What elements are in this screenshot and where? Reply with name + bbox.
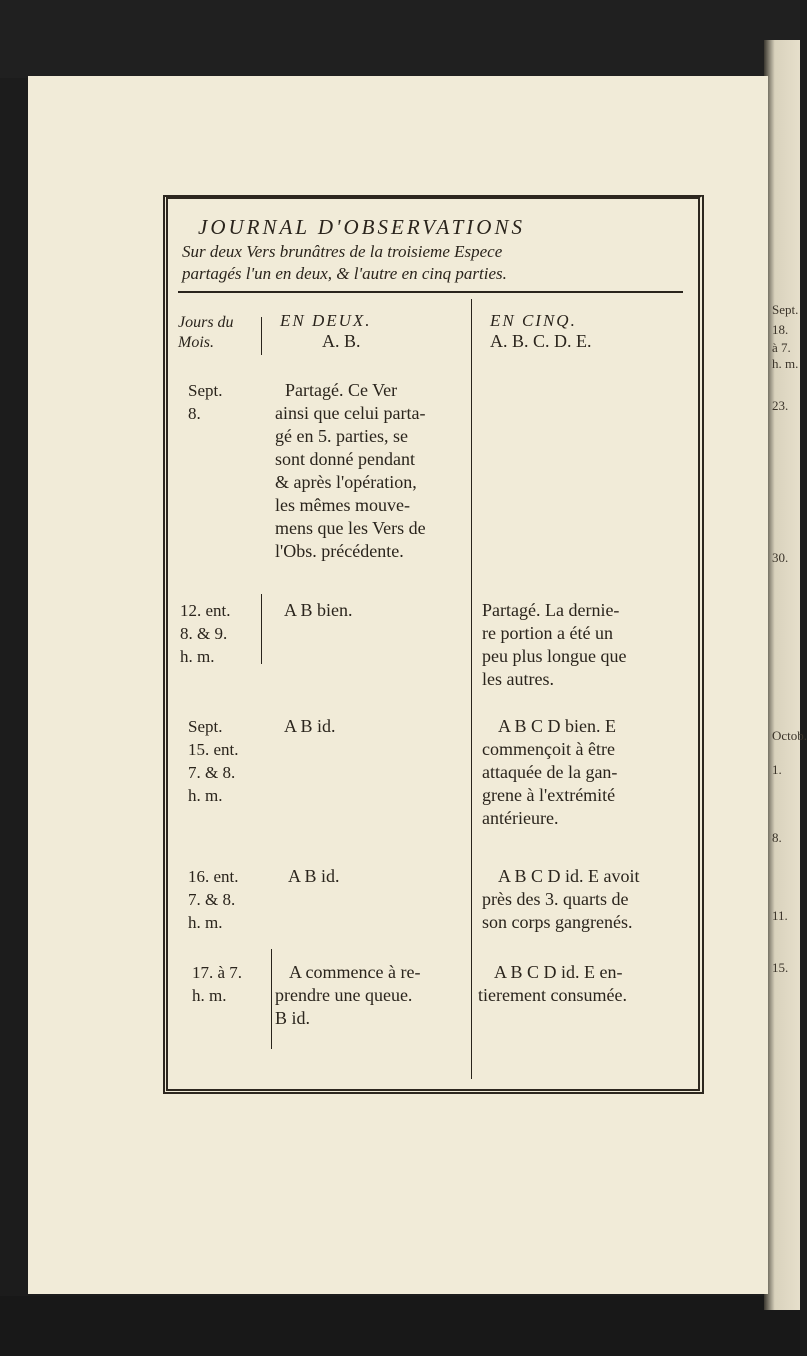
text-line: A B C D id. E avoit (498, 866, 640, 886)
text-line: re portion a été un (482, 623, 613, 643)
day-line: Sept. (188, 381, 223, 400)
day-line: 8. (188, 404, 201, 423)
edge-fragment: 18. (772, 322, 789, 337)
header-en-cinq-title: EN CINQ. (490, 311, 577, 330)
row-5-en-cinq (478, 961, 683, 1007)
row-5-day (192, 961, 242, 1007)
row-2-en-cinq (482, 599, 682, 691)
text-line: A B id. (288, 866, 340, 886)
column-rule-days (271, 949, 272, 1049)
text-line: Partagé. La dernie- (482, 600, 620, 620)
text-line: & après l'opération, (275, 472, 417, 492)
edge-fragment: 8. (772, 830, 782, 845)
edge-fragment: Octob. (772, 728, 807, 743)
header-days-line: Jours du (178, 314, 234, 331)
day-line: 8. & 9. (180, 624, 228, 643)
row-4-en-deux (288, 865, 340, 888)
journal-subtitle (182, 241, 687, 285)
row-2-en-deux (284, 599, 353, 622)
row-5-en-deux (275, 961, 473, 1030)
journal-title: JOURNAL D'OBSERVATIONS (198, 215, 525, 239)
edge-fragment: 15. (772, 960, 789, 975)
text-line: tierement consumée. (478, 985, 627, 1005)
row-1-day (188, 379, 222, 425)
day-line: 12. ent. (180, 601, 231, 620)
edge-fragment: à 7. h. m. (772, 340, 799, 371)
text-line: les autres. (482, 669, 554, 689)
day-line: 17. à 7. (192, 963, 243, 982)
text-line: grene à l'extrémité (482, 785, 616, 805)
column-rule-days (261, 594, 262, 664)
row-2-day (180, 599, 231, 668)
edge-fragment: Sept. (772, 302, 799, 317)
day-line: h. m. (188, 786, 223, 805)
edge-fragment: 1. (772, 762, 782, 777)
text-line: peu plus longue que (482, 646, 627, 666)
text-line: attaquée de la gan- (482, 762, 618, 782)
row-4-day (188, 865, 239, 934)
text-line: prendre une queue. (275, 985, 413, 1005)
day-line: 15. ent. (188, 740, 239, 759)
text-line: A B id. (284, 716, 336, 736)
observation-table (163, 195, 704, 1094)
day-line: h. m. (180, 647, 215, 666)
text-line: sont donné pendant (275, 449, 415, 469)
day-line: 16. ent. (188, 867, 239, 886)
background-top (0, 0, 800, 78)
background-bottom (0, 1296, 800, 1356)
header-en-deux-title: EN DEUX. (280, 311, 372, 330)
column-rule-days (261, 317, 262, 355)
day-line: Sept. (188, 717, 223, 736)
text-line: antérieure. (482, 808, 559, 828)
header-days (178, 313, 234, 353)
header-en-deux-letters: A. B. (322, 331, 361, 351)
day-line: 7. & 8. (188, 890, 236, 909)
day-line: h. m. (188, 913, 223, 932)
subtitle-line-2: partagés l'un en deux, & l'autre en cinq parties. (182, 264, 507, 283)
text-line: l'Obs. précédente. (275, 541, 404, 561)
text-line: Partagé. Ce Ver (285, 380, 398, 400)
edge-fragment: 23. (772, 398, 789, 413)
day-line: h. m. (192, 986, 227, 1005)
row-1-en-deux (275, 379, 470, 563)
edge-fragment: 11. (772, 908, 788, 923)
text-line: son corps gangrenés. (482, 912, 633, 932)
day-line: 7. & 8. (188, 763, 236, 782)
header-en-cinq (490, 311, 592, 351)
header-en-deux (280, 311, 372, 351)
adjacent-page-edge (764, 40, 807, 1310)
text-line: près des 3. quarts de (482, 889, 629, 909)
row-4-en-cinq (482, 865, 682, 934)
text-line: A B C D bien. E (498, 716, 617, 736)
row-3-day (188, 715, 239, 807)
text-line: ainsi que celui parta- (275, 403, 426, 423)
header-rule (178, 291, 683, 293)
text-line: gé en 5. parties, se (275, 426, 408, 446)
row-3-en-deux (284, 715, 336, 738)
edge-fragment: 30. (772, 550, 789, 565)
row-3-en-cinq (482, 715, 682, 830)
text-line: commençoit à être (482, 739, 615, 759)
text-line: mens que les Vers de (275, 518, 426, 538)
text-line: A commence à re- (289, 962, 421, 982)
text-line: A B bien. (284, 600, 353, 620)
text-line: les mêmes mouve- (275, 495, 410, 515)
text-line: B id. (275, 1008, 311, 1028)
text-line: A B C D id. E en- (494, 962, 623, 982)
header-days-line: Mois. (178, 334, 214, 351)
subtitle-line-1: Sur deux Vers brunâtres de la troisieme Espece (182, 242, 503, 261)
header-en-cinq-letters: A. B. C. D. E. (490, 331, 592, 351)
